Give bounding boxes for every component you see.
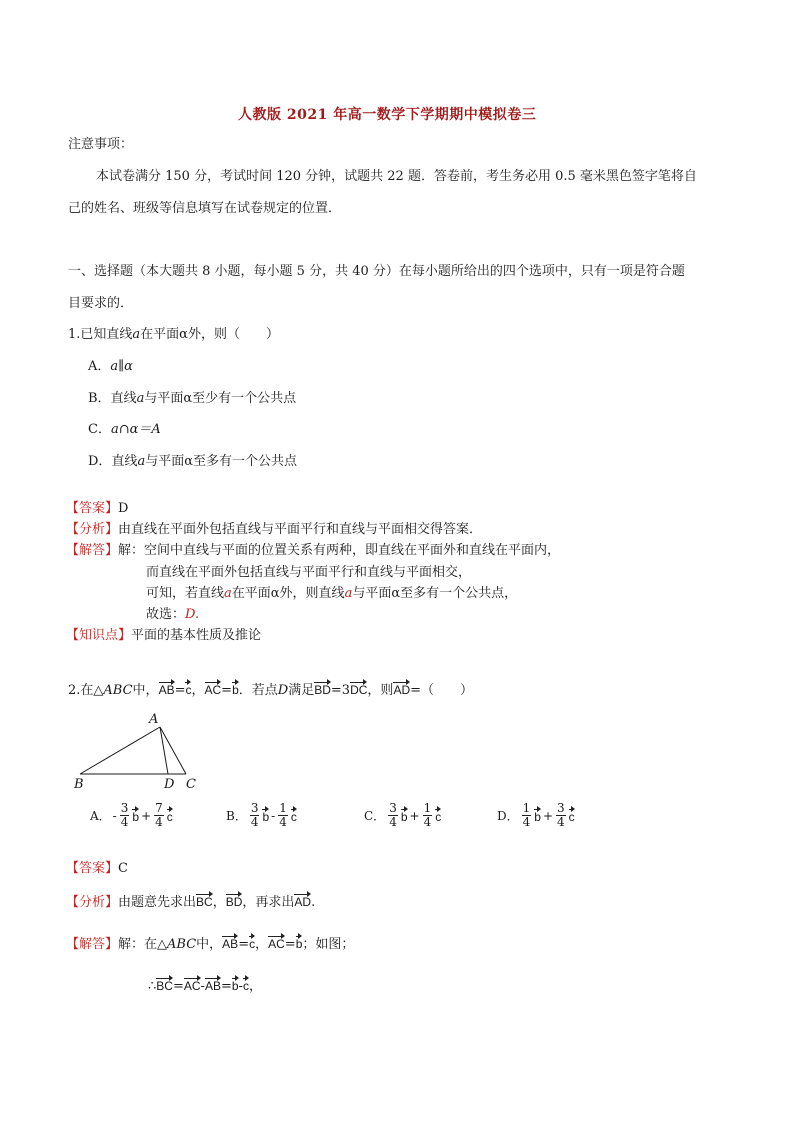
- solution-sep: ；如图；: [302, 937, 355, 952]
- vector-c: c: [569, 807, 575, 824]
- q2-option-d[interactable]: [497, 802, 575, 829]
- vector-c: c: [243, 976, 249, 993]
- q1-option-d-label: D．: [88, 454, 112, 469]
- vector-bd: BD: [314, 680, 331, 697]
- denominator: 4: [279, 815, 287, 829]
- analysis-tag: 【分析】: [66, 522, 119, 537]
- fraction: [423, 802, 433, 829]
- q2-solution-line-2: [148, 976, 262, 996]
- vector-ad: AD: [393, 680, 410, 697]
- eq: =: [284, 937, 296, 952]
- numerator: 7: [155, 801, 163, 815]
- eq: =: [220, 979, 232, 994]
- q2-mid3: 满足: [288, 683, 315, 698]
- solution-tag: 【解答】: [66, 937, 119, 952]
- fraction: [120, 802, 130, 829]
- q1-option-d-post: 与平面α至多有一个公共点: [145, 454, 297, 469]
- section-heading-line-1: 一、选择题（本大题共 8 小题，每小题 5 分，共 40 分）在每小题所给出的四个选项中，只有一项是符合题: [68, 264, 685, 279]
- analysis-pre: 由题意先求出: [118, 895, 197, 910]
- triangle-figure: [70, 710, 210, 794]
- vector-bc: BC: [196, 892, 213, 909]
- sign: +: [542, 808, 554, 823]
- q1-option-b-pre: 直线: [110, 391, 137, 406]
- vector-b: b: [132, 807, 139, 824]
- q1-option-c-text: a∩α＝A: [110, 422, 161, 437]
- vector-b: b: [401, 807, 408, 824]
- q2-mid4: ，则: [367, 683, 394, 698]
- sign: -: [112, 808, 117, 823]
- vector-b: b: [534, 807, 541, 824]
- denominator: 4: [522, 815, 531, 829]
- answer-value: C: [118, 861, 128, 876]
- eq: =: [238, 937, 250, 952]
- side-ab: [80, 727, 160, 774]
- vector-ad: AD: [294, 892, 311, 909]
- q2-option-c-label: C．: [364, 809, 386, 823]
- vector-ac: AC: [268, 934, 285, 951]
- numerator: 1: [522, 801, 531, 815]
- q1-solution-line-4: [146, 606, 199, 624]
- comma: ，: [255, 937, 269, 952]
- analysis-mid2: ，再求出: [242, 895, 295, 910]
- vector-dc: DC: [350, 680, 367, 697]
- solution-pre: 解：在△: [118, 937, 168, 952]
- sol3-post: 与平面α至多有一个公共点，: [352, 586, 518, 601]
- sol3-var2: a: [344, 586, 353, 601]
- solution-mid: 中，: [196, 937, 223, 952]
- solution-text-1: 解：空间中直线与平面的位置关系有两种，即直线在平面外和直线在平面内，: [118, 543, 561, 558]
- comma: ，: [191, 683, 205, 698]
- analysis-mid: ，: [212, 895, 226, 910]
- q1-option-b-post: 与平面α至少有一个公共点: [144, 391, 297, 406]
- notice-line-1: 本试卷满分 150 分，考试时间 120 分钟，试题共 22 题．答卷前，考生务必用 0.5 毫米黑色签字笔将自: [96, 169, 697, 184]
- analysis-tag: 【分析】: [66, 895, 119, 910]
- q2-solution-line-1: [66, 934, 354, 954]
- question-1-stem: [68, 326, 279, 344]
- q2-option-a[interactable]: [90, 802, 173, 829]
- q1-knowledge: [66, 627, 261, 645]
- notice-line-2: 己的姓名、班级等信息填写在试卷规定的位置．: [68, 201, 342, 216]
- q1-stem-var: a: [132, 327, 141, 342]
- label-c: C: [186, 777, 196, 792]
- q1-option-a[interactable]: [88, 358, 133, 376]
- tail: ，: [248, 979, 262, 994]
- q2-option-a-label: A．: [90, 809, 111, 823]
- sign: +: [409, 808, 420, 823]
- denominator: 4: [423, 815, 432, 829]
- vector-b: b: [232, 680, 239, 697]
- fraction: [388, 802, 398, 829]
- sol3-var: a: [224, 586, 232, 601]
- denominator: 4: [155, 815, 163, 829]
- coef-3: =3: [330, 683, 351, 698]
- q2-tri: ABC: [103, 683, 133, 698]
- answer-tag: 【答案】: [66, 861, 119, 876]
- fraction: [250, 802, 260, 829]
- notice-heading: 注意事项：: [68, 137, 134, 152]
- label-a: A: [149, 712, 159, 727]
- q1-answer: [66, 500, 128, 518]
- therefore-sign: ∴: [148, 979, 157, 994]
- minus: -: [238, 979, 243, 994]
- q2-mid1: 中，: [132, 683, 159, 698]
- answer-tag: 【答案】: [66, 501, 119, 516]
- q2-option-b[interactable]: [226, 802, 297, 829]
- knowledge-tag: 【知识点】: [66, 628, 132, 643]
- numerator: 3: [389, 801, 397, 815]
- analysis-end: .: [311, 895, 316, 910]
- fraction: [556, 802, 566, 829]
- q1-stem-post: 在平面α外，则（ ）: [140, 327, 279, 342]
- denominator: 4: [557, 815, 565, 829]
- eq: =: [174, 683, 186, 698]
- section-heading-line-2: 目要求的．: [68, 296, 134, 311]
- vector-c: c: [291, 807, 297, 824]
- denominator: 4: [250, 815, 259, 829]
- q2-option-d-label: D．: [497, 809, 519, 823]
- q1-option-d-var: a: [137, 454, 146, 469]
- q1-solution-line-1: [66, 542, 560, 560]
- q2-mid2: ．若点: [238, 683, 278, 698]
- q2-end: =（ ）: [410, 683, 474, 698]
- q1-stem-pre: 1.已知直线: [68, 327, 133, 342]
- q1-option-b-label: B．: [88, 391, 111, 406]
- q1-solution-line-2: 而直线在平面外包括直线与平面平行和直线与平面相交，: [146, 565, 472, 580]
- q1-option-d[interactable]: [88, 453, 297, 471]
- vector-c: c: [249, 934, 255, 951]
- sign: +: [141, 808, 152, 823]
- q2-pre: 2.在△: [68, 683, 104, 698]
- q1-solution-line-3: [146, 585, 517, 603]
- q2-analysis: [66, 892, 315, 912]
- solution-tag: 【解答】: [66, 543, 119, 558]
- fraction: [154, 802, 164, 829]
- vector-b: b: [262, 807, 269, 824]
- q1-option-c-label: C．: [88, 422, 111, 437]
- vector-bd: BD: [226, 892, 243, 909]
- analysis-text: 由直线在平面外包括直线与平面平行和直线与平面相交得答案．: [118, 522, 483, 537]
- sol3-mid: 在平面α外，则直线: [231, 586, 345, 601]
- answer-value: D: [118, 501, 129, 516]
- q1-option-b-var: a: [136, 391, 145, 406]
- numerator: 3: [120, 801, 129, 815]
- knowledge-text: 平面的基本性质及推论: [131, 628, 262, 643]
- vector-b: b: [296, 934, 303, 951]
- vector-ac: AC: [205, 680, 222, 697]
- numerator: 1: [423, 801, 432, 815]
- q2-answer: [66, 860, 128, 878]
- fraction: [278, 802, 288, 829]
- q1-option-b[interactable]: [88, 390, 296, 408]
- vector-ab: AB: [159, 680, 175, 697]
- sign: -: [271, 808, 276, 823]
- denominator: 4: [389, 815, 397, 829]
- vector-c: c: [167, 807, 173, 824]
- sol3-pre: 可知，若直线: [146, 586, 225, 601]
- q1-option-d-pre: 直线: [111, 454, 138, 469]
- vector-b: b: [232, 976, 239, 993]
- label-b: B: [74, 777, 84, 792]
- numerator: 3: [557, 801, 565, 815]
- sol4-pre: 故选：: [146, 607, 186, 622]
- numerator: 1: [279, 801, 287, 815]
- q1-option-a-label: A．: [88, 359, 111, 374]
- numerator: 3: [250, 801, 259, 815]
- point-d: D: [277, 683, 289, 698]
- q1-option-a-text: a∥α: [110, 359, 133, 374]
- vector-ab: AB: [222, 934, 238, 951]
- label-d: D: [164, 777, 175, 792]
- vector-c: c: [185, 680, 191, 697]
- solution-tri: ABC: [167, 937, 197, 952]
- vector-c: c: [435, 807, 441, 824]
- eq: =: [221, 683, 233, 698]
- fraction: [522, 802, 532, 829]
- question-2-stem: [68, 680, 473, 700]
- q2-option-c[interactable]: [364, 802, 441, 829]
- q2-option-b-label: B．: [226, 809, 247, 823]
- page-title: 人教版 2021 年高一数学下学期期中模拟卷三: [238, 107, 537, 123]
- q1-analysis: [66, 521, 482, 539]
- vector-ab: AB: [205, 976, 221, 993]
- vector-ac: AC: [184, 976, 201, 993]
- eq: =: [172, 979, 184, 994]
- sol4-ans: D.: [185, 607, 200, 622]
- q1-option-c[interactable]: [88, 421, 161, 439]
- vector-bc: BC: [156, 976, 173, 993]
- denominator: 4: [120, 815, 129, 829]
- minus: -: [200, 979, 205, 994]
